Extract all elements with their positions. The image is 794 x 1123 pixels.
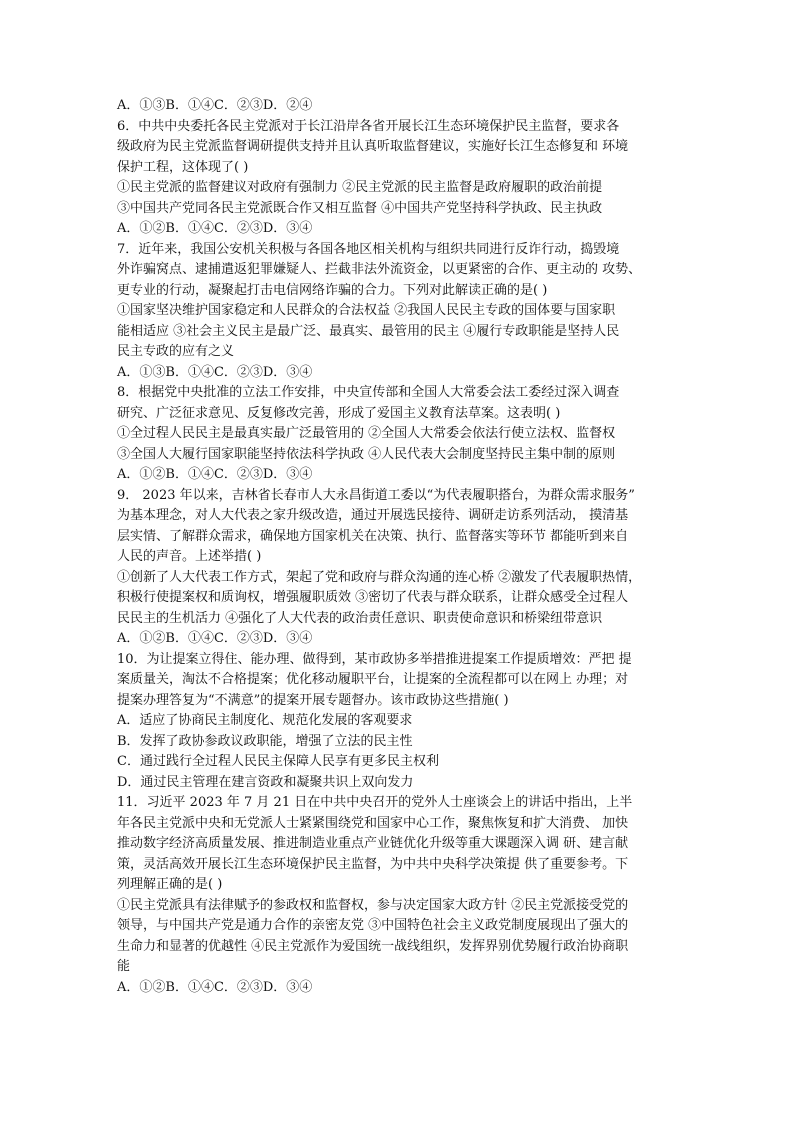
text-line: ③全国人大履行国家职能坚持依法科学执政 ④人民代表大会制度坚持民主集中制的原则 (117, 446, 616, 462)
text-line: A．①③B．①④C．②③D．③④ (117, 364, 313, 380)
text-line: 11．习近平 2023 年 7 月 21 日在中共中央召开的党外人士座谈会上的讲话中指出，上半 (117, 795, 633, 810)
text-line: A．①②B．①④C．②③D．③④ (117, 979, 313, 995)
text-line: 更专业的行动，凝聚起打击电信网络诈骗的合力。下列对此解读正确的是( ) (117, 282, 548, 298)
text-line: 8．根据党中央批准的立法工作安排，中央宣传部和全国人大常委会法工委经过深入调查 (117, 385, 620, 400)
text-line: 能 (117, 959, 131, 974)
text-line: 列理解正确的是( ) (117, 877, 223, 892)
text-line: 积极行使提案权和质询权，增强履职质效 ③密切了代表与群众联系，让群众感受全过程人 (117, 590, 629, 605)
text-line: 生命力和显著的优越性 ④民主党派作为爱国统一战线组织，发挥界别优势履行政治协商职 (117, 938, 629, 954)
text-line: ①民主党派的监督建议对政府有强制力 ②民主党派的民主监督是政府履职的政治前提 (117, 180, 603, 195)
text-line: 领导，与中国共产党是通力合作的亲密友党 ③中国特色社会主义政党制度展现出了强大的 (117, 918, 629, 933)
text-line: 保护工程，这体现了( ) (117, 159, 249, 175)
text-line: C．通过践行全过程人民民主保障人民享有更多民主权利 (117, 754, 439, 769)
text-line: 研究、广泛征求意见、反复修改完善，形成了爱国主义教育法草案。这表明( ) (117, 405, 561, 421)
text-line: ③中国共产党同各民主党派既合作又相互监督 ④中国共产党坚持科学执政、民主执政 (117, 200, 603, 216)
text-line: 级政府为民主党派监督调研提供支持并且认真听取监督建议，实施好长江生态修复和 环境 (117, 139, 629, 154)
text-line: 案质量关，淘汰不合格提案；优化移动履职平台，让提案的全流程都可以在网上 办理；对 (117, 672, 629, 687)
question-block (117, 96, 679, 117)
text-line: 人民的声音。上述举措( ) (117, 549, 262, 564)
text-line: 6．中共中央委托各民主党派对于长江沿岸各省开展长江生态环境保护民主监督，要求各 (117, 118, 620, 134)
text-line: A．①②B．①④C．②③D．③④ (117, 467, 313, 482)
text-line: 层实情、了解群众需求，确保地方国家机关在决策、执行、监督落实等环节 都能听到来自 (117, 528, 629, 544)
text-line: 7．近年来，我国公安机关积极与各国各地区相关机构与组织共同进行反诈行动，捣毁境 (117, 241, 620, 257)
question-block (117, 240, 679, 384)
text-line: ①国家坚决维护国家稳定和人民群众的合法权益 ②我国人民民主专政的国体要与国家职 (117, 303, 616, 318)
text-line: 10．为让提案立得住、能办理、做得到，某市政协多举措推进提案工作提质增效：严把 提 (117, 651, 632, 667)
text-line: A．①②B．①④C．②③D．③④ (117, 221, 313, 236)
text-line: 年各民主党派中央和无党派人士紧紧围绕党和国家中心工作，聚焦恢复和扩大消费、 加快 (117, 815, 629, 831)
text-line: 推动数字经济高质量发展、推进制造业重点产业链优化升级等重大课题深入调 研、建言献 (117, 836, 629, 851)
question-block (117, 486, 679, 650)
text-line: A．①②B．①④C．②③D．③④ (117, 631, 313, 646)
text-line: 外诈骗窝点、逮捕遣返犯罪嫌疑人、拦截非法外流资金，以更紧密的合作、更主动的 攻势、 (117, 262, 642, 277)
text-line: 9． 2023 年以来，吉林省长春市人大永昌街道工委以“为代表履职搭台，为群众需求服务” (117, 487, 635, 503)
question-block (117, 117, 679, 240)
text-line: 提案办理答复为“不满意”的提案开展专题督办。该市政协这些措施( ) (117, 692, 509, 708)
text-line: ①创新了人大代表工作方式，架起了党和政府与群众沟通的连心桥 ②激发了代表履职热情， (117, 569, 642, 585)
text-line: A．①③B．①④C．②③D．②④ (117, 98, 313, 113)
text-line: 民主专政的应有之义 (117, 344, 235, 359)
text-line: 策，灵活高效开展长江生态环境保护民主监督，为中共中央科学决策提 供了重要参考。下 (117, 856, 629, 872)
text-line: ①全过程人民民主是最真实最广泛最管用的 ②全国人大常委会依法行使立法权、监督权 (117, 426, 616, 441)
question-block (117, 383, 679, 486)
text-line: D．通过民主管理在建言资政和凝聚共识上双向发力 (117, 774, 414, 790)
question-block (117, 793, 679, 998)
text-line: 为基本理念，对人大代表之家升级改造，通过开展选民接待、调研走访系列活动， 摸清基 (117, 508, 629, 523)
question-block (117, 650, 679, 794)
text-line: ①民主党派具有法律赋予的参政权和监督权，参与决定国家大政方针 ②民主党派接受党的 (117, 897, 629, 913)
exam-page (117, 96, 679, 998)
text-line: B．发挥了政协参政议政职能，增强了立法的民主性 (117, 733, 413, 749)
text-line: A．适应了协商民主制度化、规范化发展的客观要求 (117, 713, 413, 728)
text-line: 民民主的生机活力 ④强化了人大代表的政治责任意识、职责使命意识和桥梁纽带意识 (117, 610, 603, 626)
text-line: 能相适应 ③社会主义民主是最广泛、最真实、最管用的民主 ④履行专政职能是坚持人民 (117, 323, 620, 339)
